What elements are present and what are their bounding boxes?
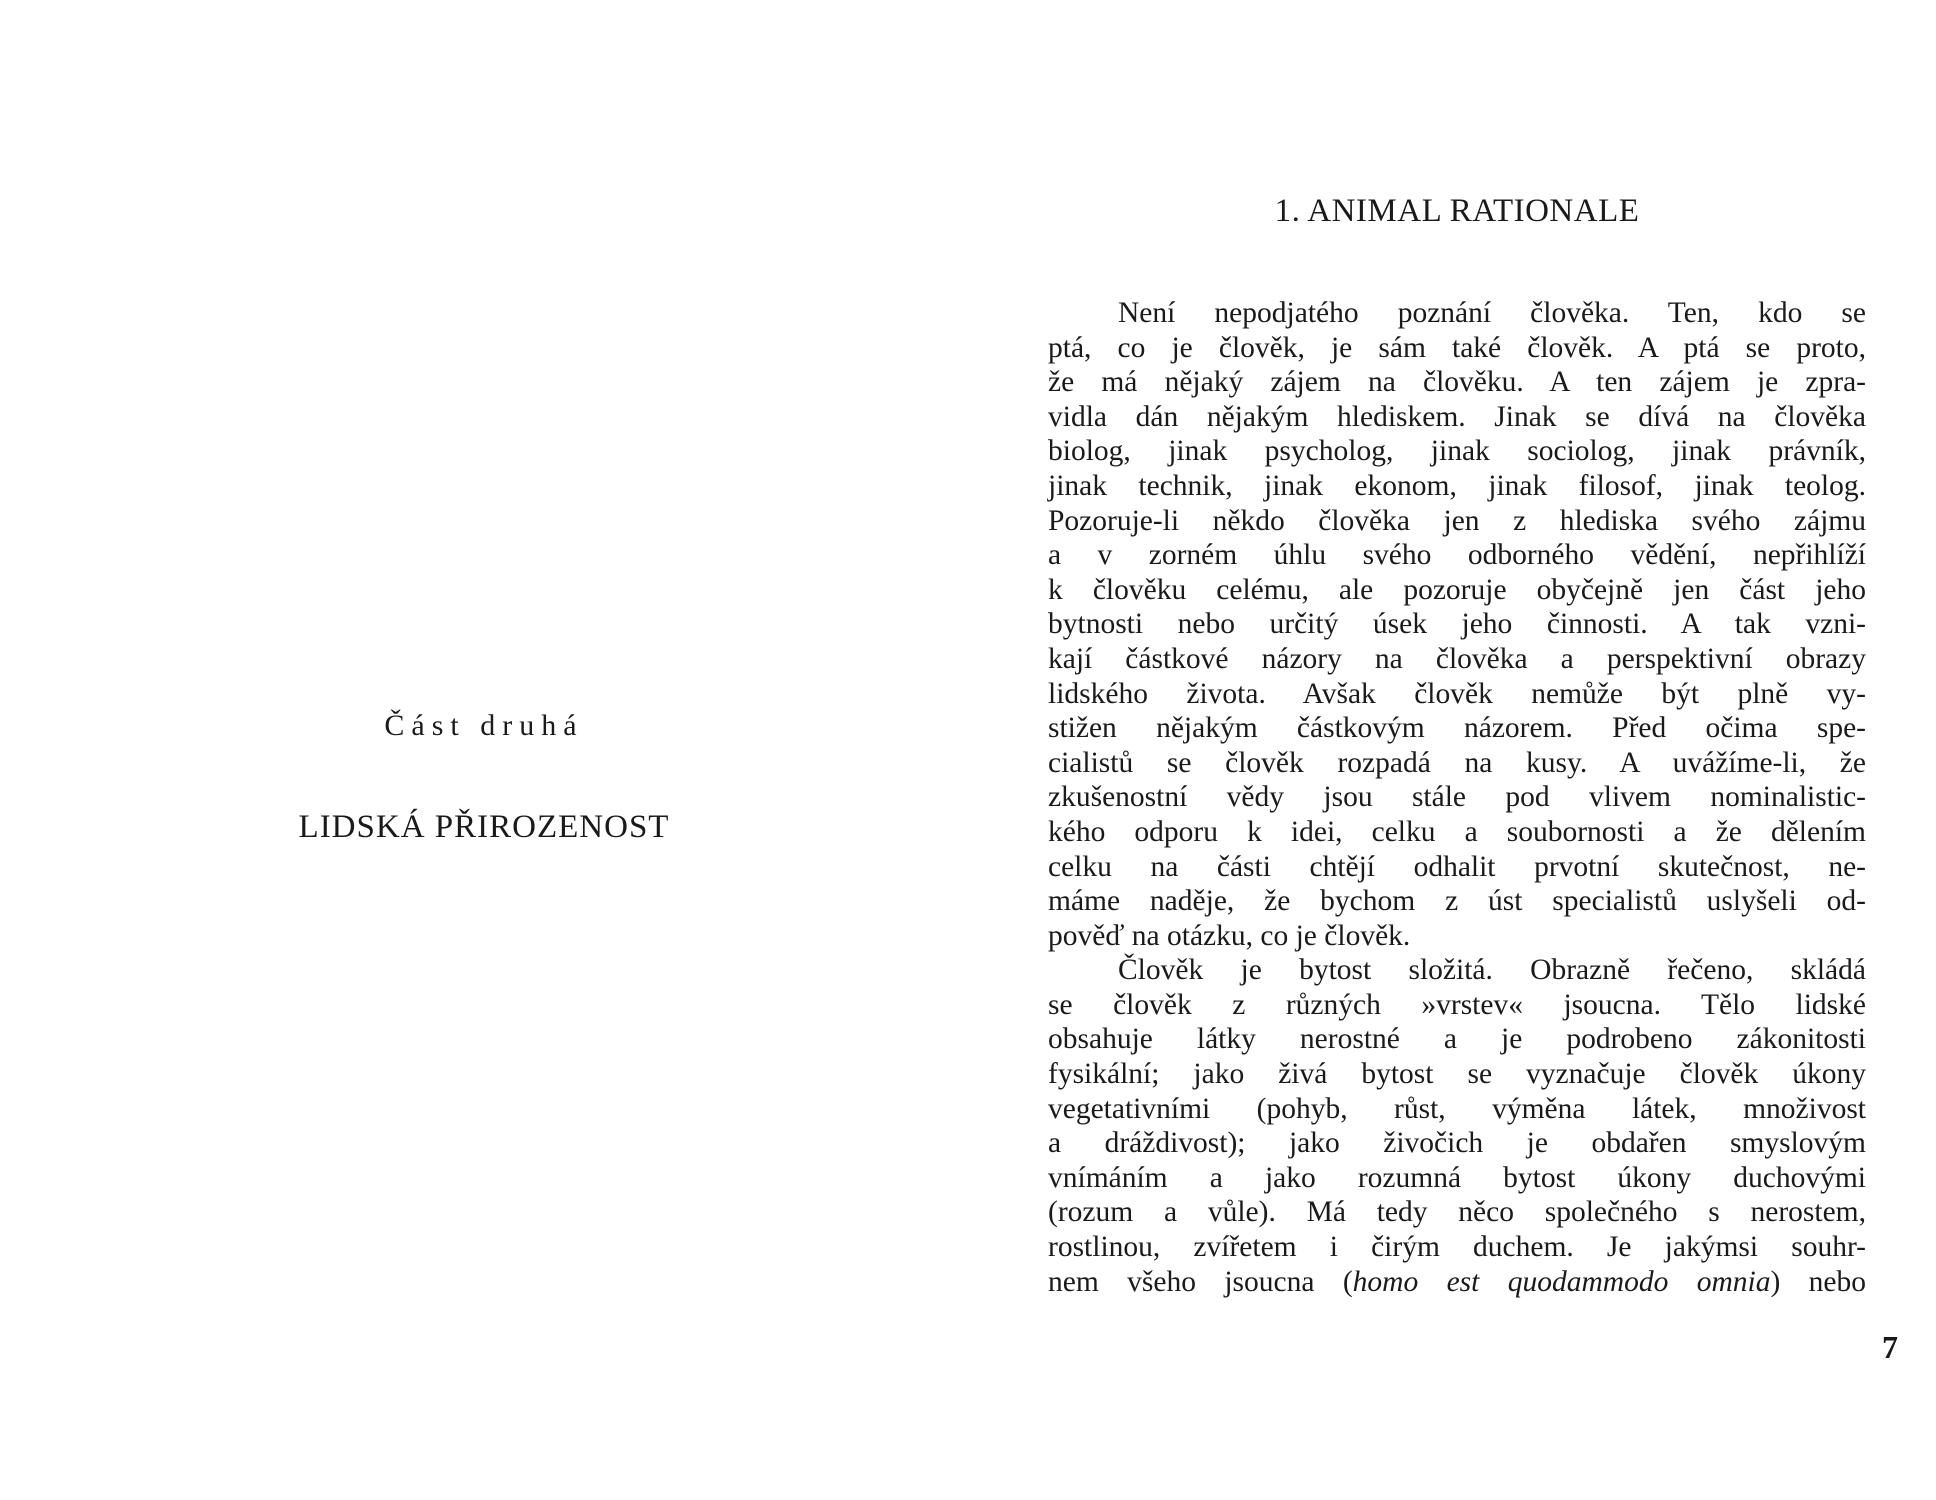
text-line: se člověk z různých »vrstev« jsoucna. Tělo lidské [1048,988,1866,1021]
text-line: lidského života. Avšak člověk nemůže být plně vy- [1048,677,1866,710]
body-text [1048,296,1866,1299]
text-line: rostlinou, zvířetem i čirým duchem. Je jakýmsi souhr- [1048,1231,1866,1264]
text-line: stižen nějakým částkovým názorem. Před očima spe- [1048,712,1866,745]
paragraph-2 [1048,953,1866,1299]
text-line: zkušenostní vědy jsou stále pod vlivem nominalistic- [1048,781,1866,814]
text-segment: nem všeho jsoucna ( [1048,1265,1353,1298]
chapter-title: 1. ANIMAL RATIONALE [1274,193,1640,229]
text-line: kají částkové názory na člověka a perspektivní obrazy [1048,642,1866,675]
text-line: vidla dán nějakým hlediskem. Jinak se dívá na člověka [1048,400,1866,433]
text-line: k člověku celému, ale pozoruje obyčejně jen část jeho [1048,573,1866,606]
text-line: biolog, jinak psycholog, jinak sociolog, jinak právník, [1048,435,1866,468]
italic-phrase: homo est quodammodo omnia [1352,1265,1771,1298]
text-line: ptá, co je člověk, je sám také člověk. A ptá se proto, [1048,331,1866,364]
text-line: bytnosti nebo určitý úsek jeho činnosti. A tak vzni- [1048,608,1866,641]
text-line: máme naděje, že bychom z úst specialistů uslyšeli od- [1048,885,1866,918]
text-line: kého odporu k idei, celku a soubornosti a že dělením [1048,815,1866,848]
text-line-with-italic [1048,1265,1866,1300]
text-line: a v zorném úhlu svého odborného vědění, nepřihlíží [1048,539,1866,572]
text-line: pověď na otázku, co je člověk. [1048,919,1411,952]
text-line: Člověk je bytost složitá. Obrazně řečeno, skládá [1118,954,1866,987]
right-page [968,0,1936,1500]
text-line: že má nějaký zájem na člověku. A ten zájem je zpra- [1048,366,1866,399]
text-line: a dráždivost); jako živočich je obdařen smyslovým [1048,1127,1866,1160]
paragraph-1 [1048,296,1866,953]
text-line: jinak technik, jinak ekonom, jinak filosof, jinak teolog. [1048,469,1866,502]
text-line: Není nepodjatého poznání člověka. Ten, kdo se [1118,297,1866,329]
part-label: Část druhá [384,709,584,742]
text-line: obsahuje látky nerostné a je podrobeno zákonitosti [1048,1023,1866,1056]
text-line: cialistů se člověk rozpadá na kusy. A uvážíme-li, že [1048,746,1866,779]
text-line: Pozoruje-li někdo člověka jen z hlediska svého zájmu [1048,504,1866,537]
text-line: (rozum a vůle). Má tedy něco společného s nerostem, [1048,1196,1866,1229]
text-line: vnímáním a jako rozumná bytost úkony duchovými [1048,1161,1866,1194]
page-number: 7 [1882,1329,1898,1365]
text-line: fysikální; jako živá bytost se vyznačuje člověk úkony [1048,1058,1866,1091]
part-title: LIDSKÁ PŘIROZENOST [298,809,670,845]
text-segment: ) nebo [1770,1265,1866,1298]
text-line: celku na části chtějí odhalit prvotní skutečnost, ne- [1048,850,1866,883]
text-line: vegetativními (pohyb, růst, výměna látek, množivost [1048,1092,1866,1125]
